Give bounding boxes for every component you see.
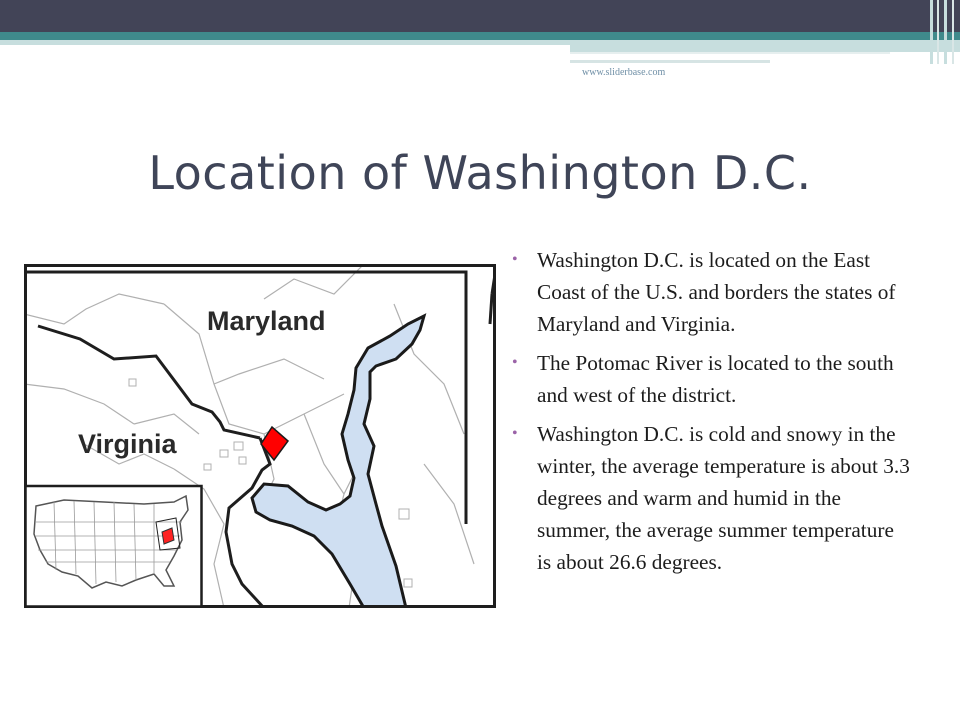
bullet-text: Washington D.C. is cold and snowy in the winter, the average temperature is about 3.3 degrees and warm and humid in the summer, the average summer temperature is about 26.6 degrees.	[537, 422, 910, 574]
us-inset-map	[26, 486, 202, 607]
bullet-list	[512, 244, 912, 585]
header-banner	[0, 0, 960, 70]
bullet-icon: •	[512, 251, 518, 268]
bullet-item	[512, 244, 912, 340]
bullet-icon: •	[512, 354, 518, 371]
dc-location-map	[24, 264, 496, 608]
bullet-text: Washington D.C. is located on the East Coast of the U.S. and borders the states of Maryland and Virginia.	[537, 248, 896, 336]
credit-text: www.sliderbase.com	[582, 67, 666, 78]
maryland-label: Maryland	[207, 306, 326, 336]
slide-title: Location of Washington D.C.	[148, 146, 812, 200]
virginia-label: Virginia	[78, 429, 177, 459]
bullet-icon: •	[512, 425, 518, 442]
bullet-item	[512, 347, 912, 411]
bullet-item	[512, 418, 912, 578]
bullet-text: The Potomac River is located to the south and west of the district.	[537, 351, 894, 407]
